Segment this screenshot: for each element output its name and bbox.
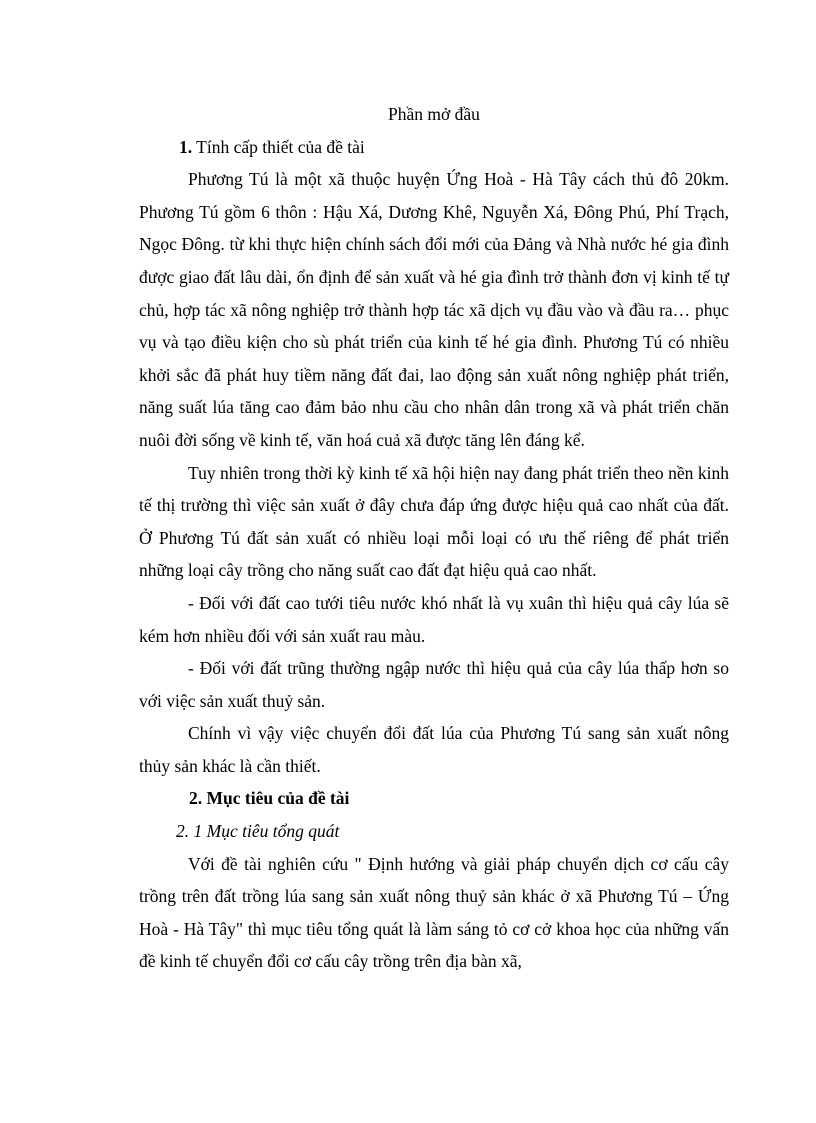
section-1-bullet-1: - Đối với đất cao tưới tiêu nước khó nhất là vụ xuân thì hiệu quả cây lúa sẽ kém hơn nhiều đối với sản xuất rau màu. xyxy=(139,592,729,646)
section-1-number: 1. xyxy=(179,136,193,157)
page-title: Phần mở đầu xyxy=(388,104,480,124)
section-1-paragraph-1: Phương Tú là một xã thuộc huyện Ứng Hoà - Hà Tây cách thủ đô 20km. Phương Tú gồm 6 thôn : Hậu Xá, Dương Khê, Nguyễn Xá, Đông Phú, Phí Trạch, Ngọc Đông. từ khi thực hiện chính sách đổi mới của Đảng và Nhà nước hé gia đình được giao đất lâu dài, ổn định để sản xuất và hé gia đình trở thành đơn vị kinh tế tự chủ, hợp tác xã nông nghiệp trở thành hợp tác xã dịch vụ đầu vào và đầu ra… phục vụ và tạo điều kiện cho sù phát triển của kinh tế hé gia đình. Phương Tú có nhiều khởi sắc đã phát huy tiềm năng đất đai, lao động sản xuất nông nghiệp phát triển, năng suất lúa tăng cao đảm bảo nhu cầu cho nhân dân trong xã và phát triển chăn nuôi đời sống về kinh tế, văn hoá cuả xã được tăng lên đáng kể. xyxy=(139,169,729,450)
section-1-paragraph-2: Tuy nhiên trong thời kỳ kinh tế xã hội hiện nay đang phát triển theo nền kinh tế thị trường thì việc sản xuất ở đây chưa đáp ứng được hiệu quả cao nhất của đất. Ở Phương Tú đất sản xuất có nhiều loại mỗi loại có ưu thế riêng để phát triển những loại cây trồng cho năng suất cao đất đạt hiệu quả cao nhất. xyxy=(139,462,729,581)
section-2-paragraph-1: Với đề tài nghiên cứu " Định hướng và giải pháp chuyển dịch cơ cấu cây trồng trên đất trồng lúa sang sản xuất nông thuỷ sản khác ở xã Phương Tú – Ứng Hoà - Hà Tây" thì mục tiêu tổng quát là làm sáng tỏ cơ cở khoa học của những vấn đề kinh tế chuyển đổi cơ cấu cây trồng trên địa bàn xã, xyxy=(139,853,729,972)
section-2-1-subheading: 2. 1 Mục tiêu tổng quát xyxy=(176,821,340,842)
section-1-title: Tính cấp thiết của đề tài xyxy=(192,136,365,157)
section-1-paragraph-3: Chính vì vậy việc chuyển đổi đất lúa của Phương Tú sang sản xuất nông thủy sản khác là cần thiết. xyxy=(139,723,729,776)
section-1-bullet-2: - Đối với đất trũng thường ngập nước thì hiệu quả của cây lúa thấp hơn so với việc sản xuất thuỷ sản. xyxy=(139,658,729,711)
section-1-heading xyxy=(139,131,729,164)
document-body xyxy=(139,98,729,978)
section-2-heading: 2. Mục tiêu của đề tài xyxy=(189,788,350,809)
